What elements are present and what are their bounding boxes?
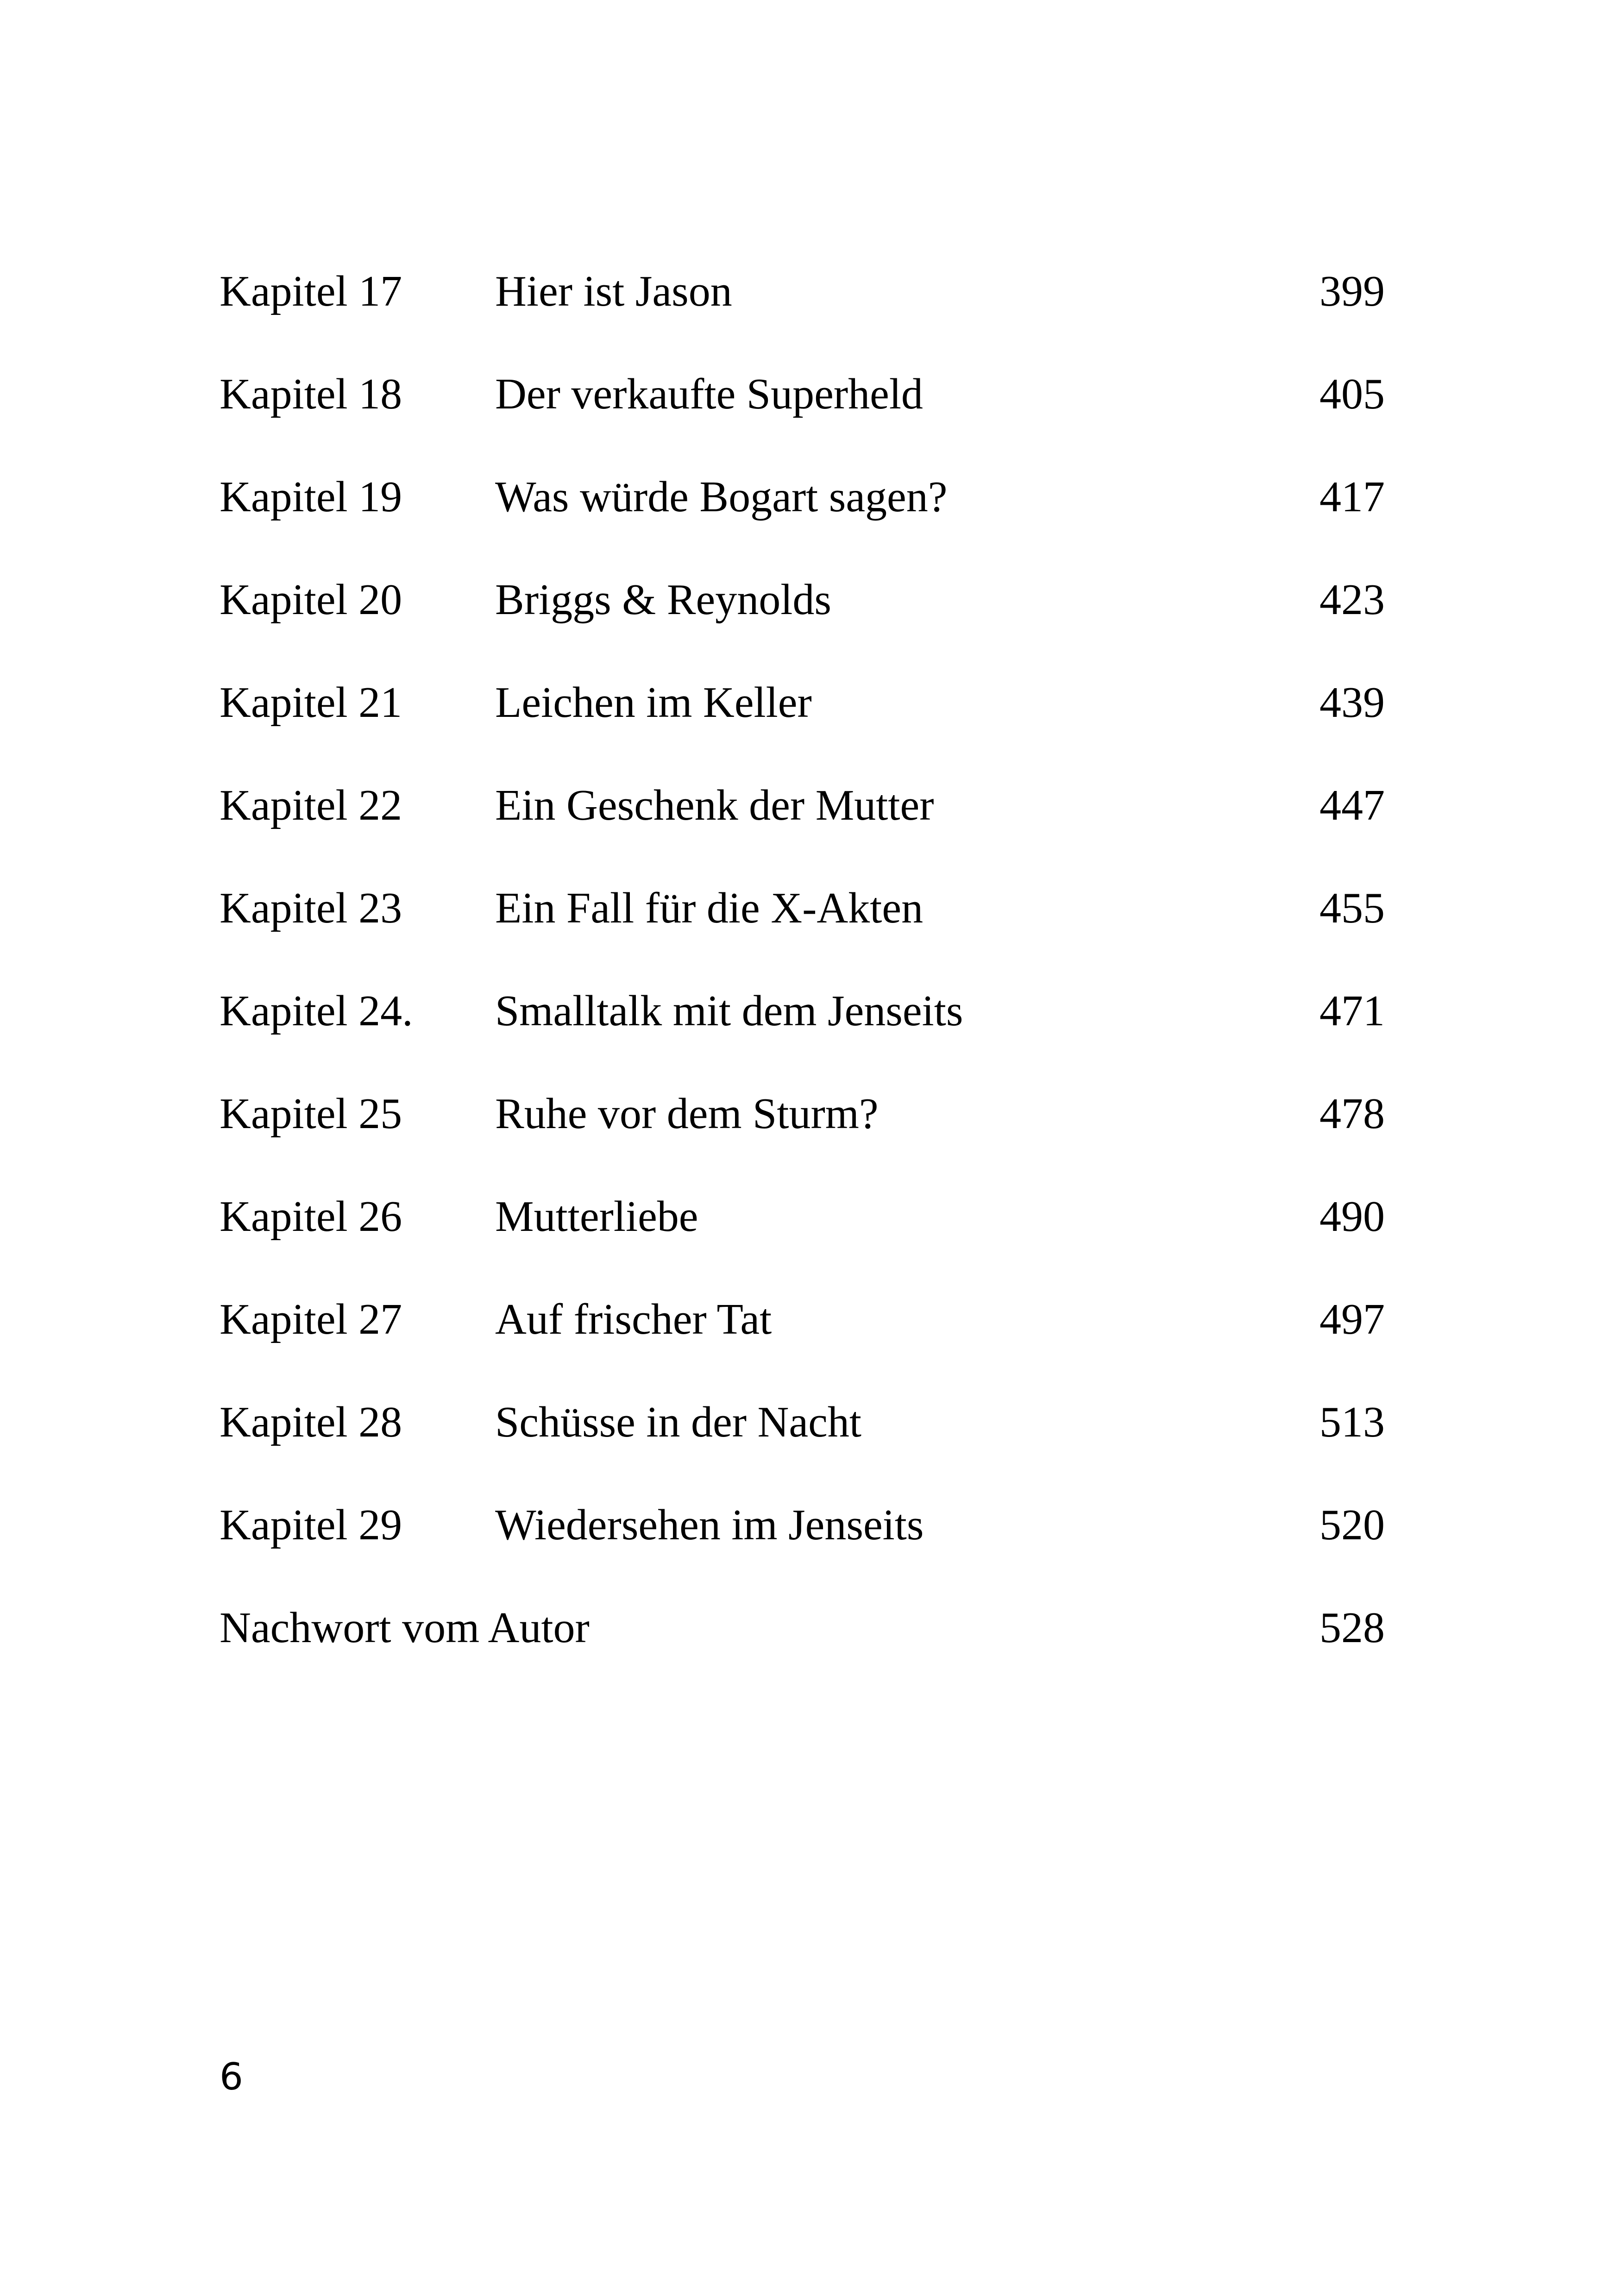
chapter-page: 417 [1319,473,1385,521]
afterword-page: 528 [1319,1604,1385,1652]
chapter-label: Kapitel 18 [220,370,402,418]
chapter-label: Kapitel 17 [220,267,402,315]
chapter-label: Kapitel 29 [220,1501,402,1549]
chapter-label: Kapitel 24. [220,987,413,1035]
chapter-page: 490 [1319,1192,1385,1241]
chapter-label: Kapitel 25 [220,1090,402,1138]
table-of-contents [220,259,1396,1699]
toc-entry [220,1082,1396,1185]
chapter-label: Kapitel 28 [220,1398,402,1446]
chapter-page: 455 [1319,884,1385,932]
chapter-title: Auf frischer Tat [495,1295,772,1343]
chapter-title: Briggs & Reynolds [495,576,831,624]
toc-entry [220,259,1396,362]
chapter-title: Ruhe vor dem Sturm? [495,1090,879,1138]
chapter-page: 439 [1319,678,1385,727]
chapter-page: 478 [1319,1090,1385,1138]
toc-entry [220,362,1396,465]
chapter-label: Kapitel 22 [220,781,402,829]
chapter-title: Wiedersehen im Jenseits [495,1501,924,1549]
toc-entry [220,1390,1396,1493]
toc-entry [220,465,1396,568]
chapter-page: 423 [1319,576,1385,624]
chapter-label: Kapitel 19 [220,473,402,521]
toc-entry [220,979,1396,1082]
chapter-label: Kapitel 20 [220,576,402,624]
chapter-page: 405 [1319,370,1385,418]
chapter-page: 399 [1319,267,1385,315]
chapter-title: Smalltalk mit dem Jenseits [495,987,963,1035]
chapter-title: Mutterliebe [495,1192,698,1241]
chapter-title: Der verkaufte Superheld [495,370,923,418]
chapter-title: Hier ist Jason [495,267,732,315]
toc-entry [220,568,1396,671]
toc-afterword-entry [220,1596,1396,1699]
chapter-label: Kapitel 23 [220,884,402,932]
chapter-title: Ein Fall für die X-Akten [495,884,924,932]
chapter-page: 497 [1319,1295,1385,1343]
chapter-label: Kapitel 27 [220,1295,402,1343]
chapter-page: 447 [1319,781,1385,829]
toc-entry [220,671,1396,773]
chapter-page: 520 [1319,1501,1385,1549]
toc-entry [220,1493,1396,1596]
toc-entry [220,1185,1396,1287]
chapter-title: Leichen im Keller [495,678,812,727]
chapter-label: Kapitel 21 [220,678,402,727]
chapter-page: 471 [1319,987,1385,1035]
toc-entry [220,876,1396,979]
toc-entry [220,1287,1396,1390]
toc-entry [220,773,1396,876]
chapter-title: Ein Geschenk der Mutter [495,781,934,829]
chapter-page: 513 [1319,1398,1385,1446]
page-number: 6 [220,2055,243,2098]
chapter-title: Schüsse in der Nacht [495,1398,861,1446]
chapter-title: Was würde Bogart sagen? [495,473,948,521]
chapter-label: Kapitel 26 [220,1192,402,1241]
afterword-title: Nachwort vom Autor [220,1604,590,1652]
